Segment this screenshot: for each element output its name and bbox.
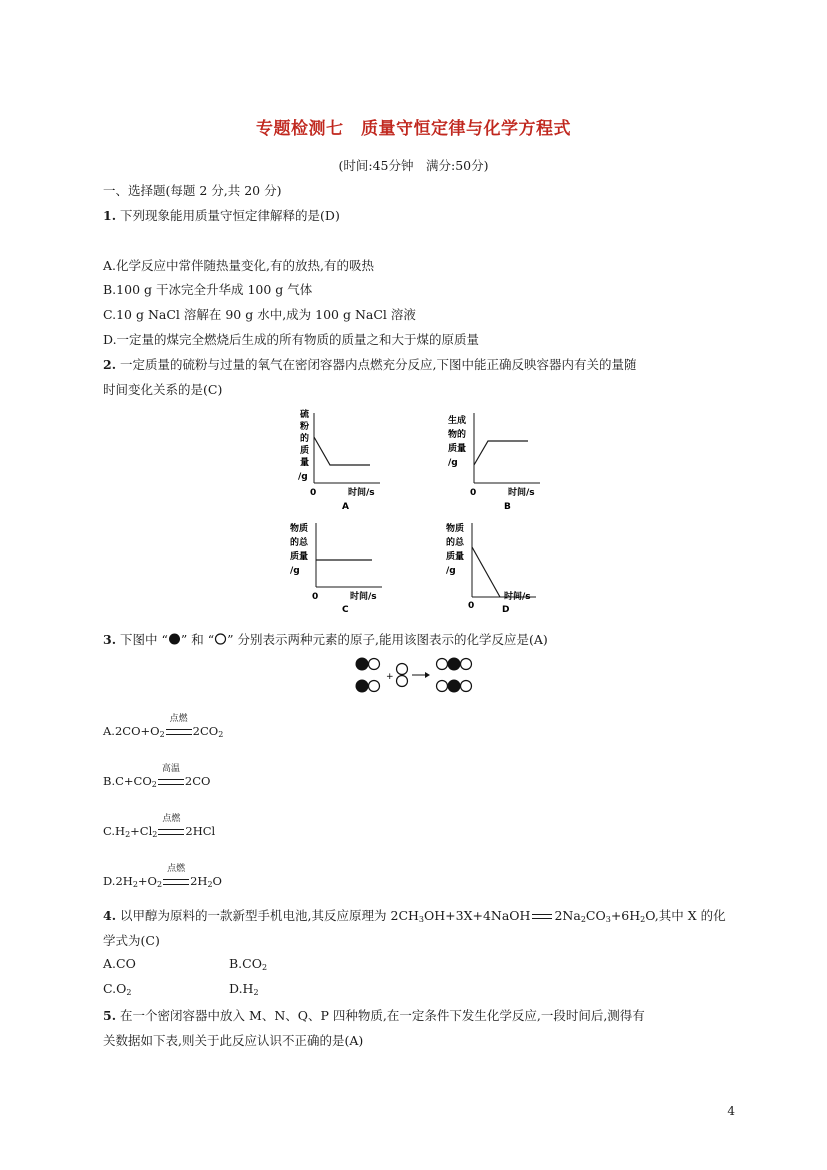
svg-text:量: 量	[300, 458, 310, 468]
graph-b-ylabel	[448, 414, 466, 468]
svg-text:物的: 物的	[448, 430, 467, 440]
reaction-arrow-icon	[412, 672, 430, 678]
question-3-stem: 3. 下图中 “ ” 和 “ ” 分别表示两种元素的原子,能用该图表示的化学反应是(A)	[103, 632, 548, 647]
origin-label: 0	[470, 488, 477, 498]
svg-text:的总: 的总	[290, 538, 309, 548]
question-text: 下列现象能用质量守恒定律解释的是(D)	[120, 208, 340, 223]
svg-text:/g: /g	[298, 472, 308, 482]
svg-text:质量: 质量	[290, 552, 309, 562]
svg-text:物质: 物质	[446, 524, 465, 534]
graph-c	[286, 515, 416, 615]
x-axis-label: 时间/s	[504, 592, 531, 602]
x-axis-label: 时间/s	[348, 488, 375, 498]
q4-option-d: $D.H_2$	[229, 981, 259, 997]
question-2-stem-line2: 时间变化关系的是(C)	[103, 382, 223, 397]
section-heading: 一、选择题(每题 2 分,共 20 分)	[103, 183, 282, 198]
question-number: 4.	[103, 908, 117, 923]
question-number: 3.	[103, 632, 117, 647]
q4-option-b: $B.CO_2$	[229, 956, 268, 972]
page-number: 4	[727, 1104, 735, 1118]
molecule-reaction-diagram	[350, 652, 480, 698]
question-5-stem-line2: 关数据如下表,则关于此反应认识不正确的是(A)	[103, 1033, 364, 1048]
graph-a	[290, 405, 420, 513]
svg-text:的总: 的总	[446, 538, 465, 548]
graph-d-ylabel	[446, 522, 465, 576]
black-atom-icon	[168, 633, 181, 645]
x-axis-label: 时间/s	[508, 488, 535, 498]
question-text: 一定质量的硫粉与过量的氧气在密闭容器内点燃充分反应,下图中能正确反映容器内有关的量随	[120, 357, 637, 372]
exam-time-score: (时间:45分钟 满分:50分)	[338, 158, 489, 173]
graph-letter: B	[504, 502, 511, 512]
svg-text:生成: 生成	[448, 416, 467, 426]
svg-text:物质: 物质	[290, 524, 309, 534]
graph-c-ylabel	[290, 522, 309, 576]
q1-option-c: C.10 g NaCl 溶解在 90 g 水中,成为 100 g NaCl 溶液	[103, 307, 416, 322]
product-co2-molecules	[437, 658, 472, 693]
graph-a-curve	[314, 437, 370, 465]
page-title: 专题检测七 质量守恒定律与化学方程式	[256, 119, 571, 139]
graph-b	[440, 405, 570, 513]
svg-text:/g: /g	[446, 566, 456, 576]
origin-label: 0	[468, 601, 475, 611]
svg-text:/g: /g	[290, 566, 300, 576]
q1-option-a: A.化学反应中常伴随热量变化,有的放热,有的吸热	[103, 258, 374, 273]
question-number: 2.	[103, 357, 117, 372]
q4-option-a: A.CO	[103, 956, 136, 971]
question-1-stem	[103, 206, 340, 224]
q4-option-c: $C.O_2$	[103, 981, 132, 997]
graph-letter: A	[342, 502, 349, 512]
origin-label: 0	[310, 488, 317, 498]
graph-a-ylabel	[298, 408, 309, 482]
svg-text:硫: 硫	[300, 410, 310, 420]
question-5-stem: 5. 在一个密闭容器中放入 M、N、Q、P 四种物质,在一定条件下发生化学反应,一段时间后,测得有	[103, 1008, 645, 1023]
question-2-stem	[103, 355, 637, 373]
q3-option-a: $A.2CO+O_2$ 点燃 $2CO_2$	[103, 714, 224, 739]
svg-text:质量: 质量	[448, 444, 467, 454]
plus-sign: +	[386, 672, 394, 682]
svg-text:/g: /g	[448, 458, 458, 468]
q3-option-c: $C.H_2+Cl_2$ 点燃 2HCl	[103, 814, 216, 839]
graph-b-curve	[474, 441, 528, 465]
q1-option-d: D.一定量的煤完全燃烧后生成的所有物质的质量之和大于煤的原质量	[103, 332, 480, 347]
graph-d-curve	[472, 547, 500, 597]
reactant-o2-molecule	[397, 664, 408, 687]
reactant-co-molecules	[356, 658, 380, 693]
q3-option-d: $D.2H_2+O_2$ 点燃 $2H_2O$	[103, 864, 222, 889]
svg-text:质: 质	[300, 446, 310, 456]
graph-d	[442, 515, 572, 615]
q1-option-b: B.100 g 干冰完全升华成 100 g 气体	[103, 282, 313, 297]
origin-label: 0	[312, 592, 319, 602]
question-4-stem-line2: 学式为(C)	[103, 933, 160, 948]
graph-letter: C	[342, 605, 349, 615]
white-atom-icon	[214, 633, 227, 645]
svg-text:质量: 质量	[446, 552, 465, 562]
question-number: 5.	[103, 1008, 117, 1023]
x-axis-label: 时间/s	[350, 592, 377, 602]
question-4-stem: 4. 以甲醇为原料的一款新型手机电池,其反应原理为 $2CH_3OH+3X+4NaOH$ $2Na_2CO_3+6H_2O$,其中 X 的化	[103, 908, 726, 924]
question-number: 1.	[103, 208, 117, 223]
graph-letter: D	[502, 605, 510, 615]
q3-option-b: $B.C+CO_2$ 高温 2CO	[103, 764, 211, 789]
svg-text:的: 的	[300, 434, 310, 444]
svg-text:粉: 粉	[300, 422, 310, 432]
